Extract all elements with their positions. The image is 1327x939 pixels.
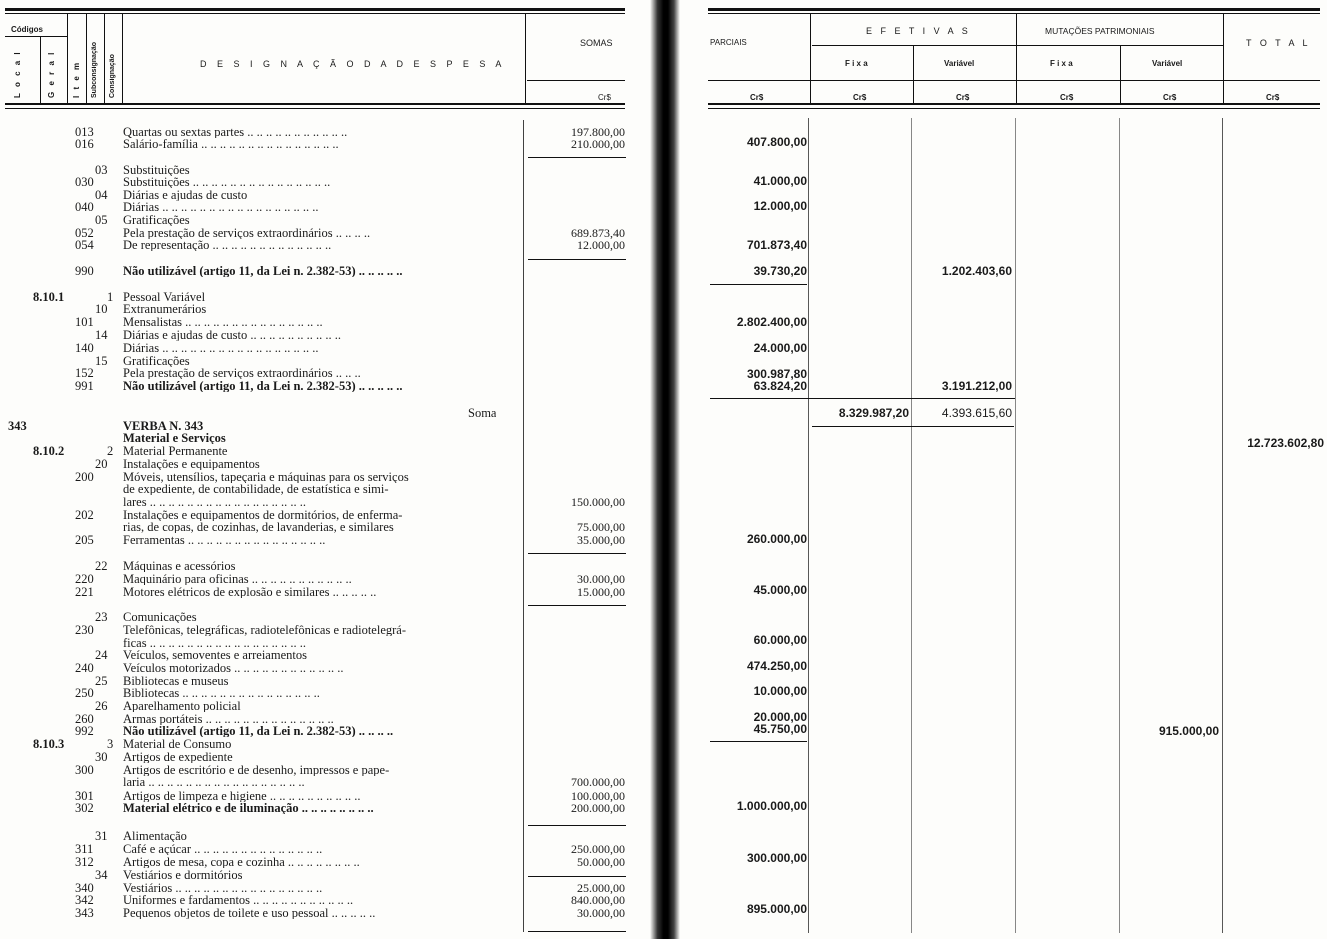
parcial-value: 41.000,00 — [753, 174, 807, 188]
top-rule — [5, 8, 625, 11]
row-description: Salário-família .. .. .. .. .. .. .. .. .. .. .. .. .. .. .. — [123, 138, 339, 150]
partial-rule — [710, 284, 807, 285]
row-code: 300 — [75, 763, 94, 777]
row-description: Máquinas e acessórios — [123, 560, 236, 572]
row-description: Aparelhamento policial — [123, 700, 241, 712]
row-amount: 15.000,00 — [577, 585, 625, 599]
parcial-value: 45.750,00 — [753, 722, 807, 736]
table-row — [0, 316, 640, 328]
sub-rule — [708, 80, 1320, 81]
row-description: rias, de copas, de cozinhas, de lavanderias, e similares — [123, 521, 394, 533]
row-code: 030 — [75, 175, 94, 189]
row-code: 052 — [75, 226, 94, 240]
row-description: laria .. .. .. .. .. .. .. .. .. .. .. .. .. .. .. .. .. — [123, 776, 305, 788]
col-local-label: L o c a l — [13, 50, 22, 98]
row-code: 260 — [75, 712, 94, 726]
parcial-value: 300.000,00 — [746, 851, 807, 865]
table-row — [0, 649, 640, 661]
row-code: 342 — [75, 893, 94, 907]
table-row — [0, 176, 640, 188]
table-row — [0, 329, 640, 341]
col-sep — [86, 14, 87, 103]
row-amount: 75.000,00 — [577, 520, 625, 534]
row-code: 15 — [95, 354, 108, 368]
subtotal-rule — [528, 931, 626, 932]
row-description: de expediente, de contabilidade, de estatística e simi- — [123, 483, 389, 495]
efetivas-label: E F E T I V A S — [866, 26, 971, 36]
row-code: 302 — [75, 801, 94, 815]
parcial-value: 701.873,40 — [746, 238, 807, 252]
table-row — [0, 342, 640, 354]
row-amount: 12.000,00 — [577, 238, 625, 252]
variavel-value: 1.202.403,60 — [941, 264, 1012, 278]
col-sep — [1016, 14, 1017, 103]
header-bottom-rule — [5, 103, 625, 105]
table-row — [0, 764, 640, 776]
parcial-value: 63.824,20 — [753, 379, 807, 393]
col-sep — [1120, 45, 1121, 103]
row-description: VERBA N. 343 — [123, 420, 204, 432]
table-row — [0, 201, 640, 213]
body-col-line — [1119, 118, 1120, 933]
row-code: 250 — [75, 686, 94, 700]
row-description: Diárias e ajudas de custo .. .. .. .. .. .. .. .. .. .. — [123, 329, 342, 341]
parcial-value: 474.250,00 — [746, 659, 807, 673]
row-description: De representação .. .. .. .. .. .. .. .. .. .. .. .. .. — [123, 239, 332, 251]
row-code: 22 — [95, 559, 108, 573]
row-subcode: 1 — [107, 290, 114, 304]
soma-variavel-value: 4.393.615,60 — [941, 406, 1012, 420]
table-row — [0, 586, 640, 598]
row-code: 230 — [75, 623, 94, 637]
row-code: 990 — [75, 264, 94, 278]
col-item-label: I t e m — [72, 60, 81, 98]
row-description: Maquinário para oficinas .. .. .. .. .. .. .. .. .. .. .. — [123, 573, 352, 585]
row-description: Artigos de escritório e de desenho, impressos e pape- — [123, 764, 390, 776]
fixa-label: F i x a — [845, 59, 868, 68]
table-row — [0, 907, 640, 919]
table-row — [0, 189, 640, 201]
row-code: 20 — [95, 457, 108, 471]
table-row — [0, 751, 640, 763]
header-bottom-rule — [708, 103, 1320, 105]
col-sep — [67, 14, 68, 103]
table-row — [0, 509, 640, 521]
table-row — [0, 138, 640, 150]
top-rule — [708, 8, 1320, 11]
row-description: Não utilizável (artigo 11, da Lei n. 2.382-53) .. .. .. .. — [123, 725, 394, 737]
row-amount: 25.000,00 — [577, 881, 625, 895]
table-row — [0, 483, 640, 495]
row-description: Diárias .. .. .. .. .. .. .. .. .. .. .. .. .. .. .. .. .. — [123, 342, 319, 354]
row-amount: 689.873,40 — [571, 226, 625, 240]
table-row — [0, 420, 640, 432]
row-subcode: 3 — [107, 737, 114, 751]
parcial-value: 20.000,00 — [753, 710, 807, 724]
row-description: Telefônicas, telegráficas, radiotelefônicas e radiotelegrá- — [123, 624, 406, 636]
row-code: 04 — [95, 188, 108, 202]
row-code: 220 — [75, 572, 94, 586]
parcial-value: 12.000,00 — [753, 199, 807, 213]
row-description: Bibliotecas e museus — [123, 675, 229, 687]
row-code: 016 — [75, 137, 94, 151]
table-row — [0, 496, 640, 508]
table-row — [0, 882, 640, 894]
codigos-rule — [5, 36, 67, 37]
row-code: 140 — [75, 341, 94, 355]
body-col-line — [808, 118, 809, 933]
parcial-value: 300.987,80 — [746, 367, 807, 381]
table-row — [0, 380, 640, 392]
row-description: Móveis, utensílios, tapeçaria e máquinas para os serviços — [123, 471, 409, 483]
row-description: Substituições — [123, 164, 190, 176]
row-code: 205 — [75, 533, 94, 547]
row-description: Gratificações — [123, 355, 190, 367]
col-sep — [122, 14, 123, 103]
col-sep — [810, 14, 811, 103]
subtotal-rule — [528, 605, 626, 606]
row-code: 340 — [75, 881, 94, 895]
codigos-label: Códigos — [11, 25, 43, 34]
row-description: Ferramentas .. .. .. .. .. .. .. .. .. .. .. .. .. .. .. — [123, 534, 326, 546]
row-description: Artigos de mesa, copa e cozinha .. .. .. .. .. .. .. .. — [123, 856, 360, 868]
row-amount: 700.000,00 — [571, 775, 625, 789]
table-row — [0, 843, 640, 855]
row-description: Comunicações — [123, 611, 197, 623]
subtotal-rule — [528, 157, 626, 158]
book-gutter — [650, 0, 680, 939]
row-amount: 197.800,00 — [571, 125, 625, 139]
mutacoes-label: MUTAÇÕES PATRIMONIAIS — [1045, 26, 1155, 36]
soma-fixa-value: 8.329.987,20 — [838, 406, 909, 420]
fixa2-label: F i x a — [1050, 59, 1073, 68]
unit-fixa: Cr$ — [853, 93, 867, 102]
row-code: 30 — [95, 750, 108, 764]
row-description: Vestiários .. .. .. .. .. .. .. .. .. .. .. .. .. .. .. .. — [123, 882, 323, 894]
col-sep — [525, 14, 526, 103]
row-code: 152 — [75, 366, 94, 380]
row-amount: 840.000,00 — [571, 893, 625, 907]
row-description: Não utilizável (artigo 11, da Lei n. 2.382-53) .. .. .. .. .. — [123, 380, 403, 392]
table-row — [0, 432, 640, 444]
row-description: Pequenos objetos de toilete e uso pessoal .. .. .. .. .. — [123, 907, 376, 919]
header-bottom-rule-thin — [708, 108, 1320, 109]
table-row — [0, 521, 640, 533]
row-description: Veículos, semoventes e arreiamentos — [123, 649, 307, 661]
unit-variavel: Cr$ — [956, 93, 970, 102]
designacao-label: D E S I G N A Ç Ã O D A D E S P E S A — [200, 59, 506, 69]
row-description: Mensalistas .. .. .. .. .. .. .. .. .. .. .. .. .. .. .. — [123, 316, 323, 328]
row-code: 10 — [95, 302, 108, 316]
col-sep — [913, 45, 914, 103]
table-row — [0, 830, 640, 842]
body-col-line — [911, 118, 912, 933]
subtotal-rule — [528, 259, 626, 260]
row-code: 311 — [75, 842, 94, 856]
table-row — [0, 355, 640, 367]
soma-rule — [812, 426, 1014, 427]
row-description: ficas .. .. .. .. .. .. .. .. .. .. .. .. .. .. .. .. .. — [123, 637, 306, 649]
table-row — [0, 687, 640, 699]
row-description: Artigos de expediente — [123, 751, 233, 763]
row-description: Café e açúcar .. .. .. .. .. .. .. .. .. .. .. .. .. .. — [123, 843, 323, 855]
table-row — [0, 856, 640, 868]
parcial-value: 895.000,00 — [746, 902, 807, 916]
row-code: 054 — [75, 238, 94, 252]
total-label: T O T A L — [1246, 38, 1311, 48]
parcial-value: 45.000,00 — [753, 583, 807, 597]
unit-parciais: Cr$ — [750, 93, 764, 102]
row-description: Artigos de limpeza e higiene .. .. .. .. .. .. .. .. .. .. — [123, 790, 361, 802]
table-row — [0, 534, 640, 546]
row-code: 8.10.3 — [33, 737, 65, 751]
row-code: 221 — [75, 585, 94, 599]
table-row — [0, 239, 640, 251]
row-code: 34 — [95, 868, 108, 882]
variavel-label: Variável — [944, 59, 975, 68]
body-col-line — [1222, 118, 1223, 933]
row-amount: 30.000,00 — [577, 906, 625, 920]
unit-total: Cr$ — [1266, 93, 1280, 102]
row-subcode: 2 — [107, 444, 114, 458]
row-code: 05 — [95, 213, 108, 227]
table-row — [0, 725, 640, 737]
table-row — [0, 802, 640, 814]
row-code: 24 — [95, 648, 108, 662]
row-code: 312 — [75, 855, 94, 869]
row-description: Extranumerários — [123, 303, 207, 315]
table-row — [0, 713, 640, 725]
table-row — [0, 869, 640, 881]
row-code: 240 — [75, 661, 94, 675]
row-description: Material Permanente — [123, 445, 228, 457]
table-row — [0, 164, 640, 176]
parcial-value: 60.000,00 — [753, 633, 807, 647]
row-description: Quartas ou sextas partes .. .. .. .. .. .. .. .. .. .. .. — [123, 126, 348, 138]
row-amount: 150.000,00 — [571, 495, 625, 509]
row-code: 8.10.1 — [33, 290, 65, 304]
body-col-line — [1015, 118, 1016, 933]
row-amount: 50.000,00 — [577, 855, 625, 869]
table-row — [0, 790, 640, 802]
parcial-value: 260.000,00 — [746, 532, 807, 546]
table-row — [0, 662, 640, 674]
top-rule-thin — [708, 13, 1320, 14]
row-description: Uniformes e fardamentos .. .. .. .. .. .. .. .. .. .. .. — [123, 894, 354, 906]
row-amount: 30.000,00 — [577, 572, 625, 586]
row-description: Vestiários e dormitórios — [123, 869, 243, 881]
mutacao-variavel-value: 915.000,00 — [1158, 724, 1219, 738]
col-sep — [1223, 14, 1224, 103]
row-code: 101 — [75, 315, 94, 329]
table-row — [0, 367, 640, 379]
table-row — [0, 700, 640, 712]
table-row — [0, 675, 640, 687]
col-sep — [40, 36, 41, 103]
row-code: 301 — [75, 789, 94, 803]
row-description: Armas portáteis .. .. .. .. .. .. .. .. .. .. .. .. .. .. — [123, 713, 334, 725]
row-code: 14 — [95, 328, 108, 342]
table-row — [0, 265, 640, 277]
parciais-label: PARCIAIS — [710, 38, 747, 47]
row-description: Soma — [468, 407, 497, 419]
row-description: Diárias .. .. .. .. .. .. .. .. .. .. .. .. .. .. .. .. .. — [123, 201, 319, 213]
variavel-value: 3.191.212,00 — [941, 379, 1012, 393]
row-description: Motores elétricos de explosão e similares .. .. .. .. .. — [123, 586, 377, 598]
row-code: 202 — [75, 508, 94, 522]
unit-fixa2: Cr$ — [1060, 93, 1074, 102]
row-description: Gratificações — [123, 214, 190, 226]
row-amount: 100.000,00 — [571, 789, 625, 803]
subtotal-rule — [528, 553, 626, 554]
row-amount: 35.000,00 — [577, 533, 625, 547]
row-code: 991 — [75, 379, 94, 393]
subtotal-rule — [528, 825, 626, 826]
table-row — [0, 126, 640, 138]
table-row — [0, 624, 640, 636]
table-row — [0, 471, 640, 483]
col-consignacao-label: Consignação — [109, 54, 116, 98]
parcial-value: 10.000,00 — [753, 684, 807, 698]
row-code: 040 — [75, 200, 94, 214]
row-amount: 200.000,00 — [571, 801, 625, 815]
table-row — [0, 407, 640, 419]
table-row — [0, 776, 640, 788]
row-code: 343 — [8, 419, 27, 433]
group-rule — [812, 45, 1224, 46]
table-row — [0, 303, 640, 315]
table-row — [0, 445, 640, 457]
row-code: 992 — [75, 724, 94, 738]
row-description: Veículos motorizados .. .. .. .. .. .. .. .. .. .. .. .. — [123, 662, 344, 674]
partial-rule — [710, 741, 807, 742]
row-description: Não utilizável (artigo 11, da Lei n. 2.382-53) .. .. .. .. .. — [123, 265, 403, 277]
partial-rule — [710, 398, 1015, 399]
row-description: Bibliotecas .. .. .. .. .. .. .. .. .. .. .. .. .. .. .. — [123, 687, 320, 699]
parcial-value: 2.802.400,00 — [736, 315, 807, 329]
col-subconsignacao-label: Subconsignação — [91, 41, 98, 98]
table-row — [0, 560, 640, 572]
row-description: Alimentação — [123, 830, 187, 842]
row-code: 200 — [75, 470, 94, 484]
row-amount: 250.000,00 — [571, 842, 625, 856]
row-description: Diárias e ajudas de custo — [123, 189, 248, 201]
row-code: 23 — [95, 610, 108, 624]
soma-total-value: 12.723.602,80 — [1247, 436, 1324, 450]
row-description: lares .. .. .. .. .. .. .. .. .. .. .. .. .. .. .. .. .. — [123, 496, 306, 508]
row-description: Pela prestação de serviços extraordinários .. .. .. — [123, 367, 361, 379]
row-description: Instalações e equipamentos — [123, 458, 260, 470]
row-description: Pessoal Variável — [123, 291, 206, 303]
somas-unit: Cr$ — [598, 93, 611, 102]
row-code: 013 — [75, 125, 94, 139]
table-row — [0, 227, 640, 239]
row-description: Material elétrico e de iluminação .. .. .. .. .. .. .. .. — [123, 802, 374, 814]
row-code: 31 — [95, 829, 108, 843]
parcial-value: 407.800,00 — [746, 135, 807, 149]
top-rule-thin — [5, 13, 625, 14]
unit-variavel2: Cr$ — [1163, 93, 1177, 102]
col-sep — [104, 14, 105, 103]
row-description: Substituições .. .. .. .. .. .. .. .. .. .. .. .. .. .. .. — [123, 176, 331, 188]
row-code: 26 — [95, 699, 108, 713]
variavel2-label: Variável — [1152, 59, 1183, 68]
table-row — [0, 738, 640, 750]
parcial-value: 39.730,20 — [753, 264, 807, 278]
table-row — [0, 458, 640, 470]
table-row — [0, 214, 640, 226]
row-description: Material e Serviços — [123, 432, 226, 444]
table-row — [0, 611, 640, 623]
somas-rule — [527, 80, 625, 81]
table-row — [0, 573, 640, 585]
col-geral-label: G e r a l — [47, 50, 56, 98]
row-description: Pela prestação de serviços extraordinários .. .. .. .. — [123, 227, 371, 239]
row-description: Instalações e equipamentos de dormitórios, de enferma- — [123, 509, 403, 521]
row-description: Material de Consumo — [123, 738, 232, 750]
row-code: 8.10.2 — [33, 444, 65, 458]
somas-label: SOMAS — [580, 38, 613, 48]
row-amount: 210.000,00 — [571, 137, 625, 151]
table-row — [0, 894, 640, 906]
row-code: 343 — [75, 906, 94, 920]
header-bottom-rule-thin — [5, 108, 625, 109]
parcial-value: 1.000.000,00 — [736, 799, 807, 813]
row-code: 03 — [95, 163, 108, 177]
parcial-value: 24.000,00 — [753, 341, 807, 355]
row-code: 25 — [95, 674, 108, 688]
